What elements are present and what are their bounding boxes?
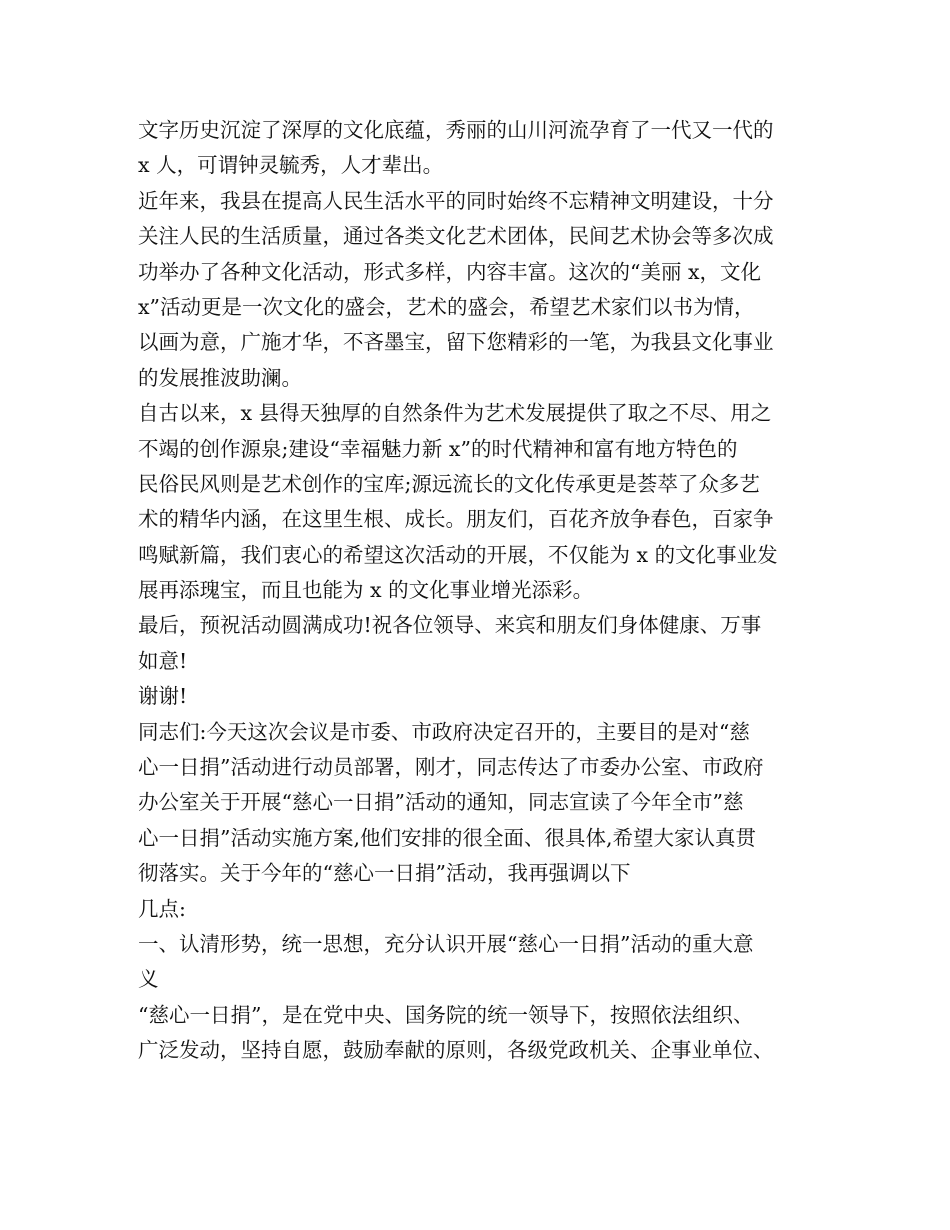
text-line: 术的精华内涵，在这里生根、成长。朋友们，百花齐放争春色，百家争 <box>138 507 774 532</box>
text-line: 彻落实。关于今年的“慈心一日捐”活动，我再强调以下 <box>138 861 631 886</box>
text-line: 最后，预祝活动圆满成功!祝各位领导、来宾和朋友们身体健康、万事 <box>138 613 762 638</box>
text-line: 不竭的创作源泉;建设“幸福魅力新 x”的时代精神和富有地方特色的 <box>138 436 738 461</box>
text-line: 关注人民的生活质量，通过各类文化艺术团体，民间艺术协会等多次成 <box>138 224 774 249</box>
text-line: 谢谢! <box>138 684 188 709</box>
text-line: 自古以来，x 县得天独厚的自然条件为艺术发展提供了取之不尽、用之 <box>138 401 772 426</box>
text-line: “慈心一日捐”，是在党中央、国务院的统一领导下，按照依法组织、 <box>138 1002 754 1027</box>
text-line: 同志们:今天这次会议是市委、市政府决定召开的，主要目的是对“慈 <box>138 719 750 744</box>
text-line: 民俗民风则是艺术创作的宝库;源远流长的文化传承更是荟萃了众多艺 <box>138 471 760 496</box>
text-line: 办公室关于开展“慈心一日捐”活动的通知，同志宣读了今年全市”慈 <box>138 790 744 815</box>
text-line: 展再添瑰宝，而且也能为 x 的文化事业增光添彩。 <box>138 578 594 603</box>
text-line: 以画为意，广施才华，不吝墨宝，留下您精彩的一笔，为我县文化事业 <box>138 330 774 355</box>
section-heading-line: 义 <box>138 967 159 992</box>
text-line: 近年来，我县在提高人民生活水平的同时始终不忘精神文明建设，十分 <box>138 188 774 213</box>
document-body <box>138 113 818 1069</box>
text-line: 几点: <box>138 896 186 921</box>
text-line: 文字历史沉淀了深厚的文化底蕴，秀丽的山川河流孕育了一代又一代的 <box>138 118 774 142</box>
section-heading-line: 一、认清形势，统一思想，充分认识开展“慈心一日捐”活动的重大意 <box>138 931 754 956</box>
text-line: 心一日捐”活动实施方案,他们安排的很全面、很具体,希望大家认真贯 <box>138 825 757 850</box>
text-line: 鸣赋新篇，我们衷心的希望这次活动的开展，不仅能为 x 的文化事业发 <box>138 542 778 567</box>
text-line: 广泛发动，坚持自愿，鼓励奉献的原则，各级党政机关、企事业单位、 <box>138 1038 774 1063</box>
text-line: 的发展推波助澜。 <box>138 365 302 390</box>
text-line: x”活动更是一次文化的盛会，艺术的盛会，希望艺术家们以书为情， <box>138 294 755 319</box>
text-line: 如意! <box>138 648 188 673</box>
text-line: 功举办了各种文化活动，形式多样，内容丰富。这次的“美丽 x，文化 <box>138 259 762 284</box>
text-line: x 人，可谓钟灵毓秀，人才辈出。 <box>138 153 444 178</box>
text-line: 心一日捐”活动进行动员部署，刚才，同志传达了市委办公室、市政府 <box>138 755 764 780</box>
